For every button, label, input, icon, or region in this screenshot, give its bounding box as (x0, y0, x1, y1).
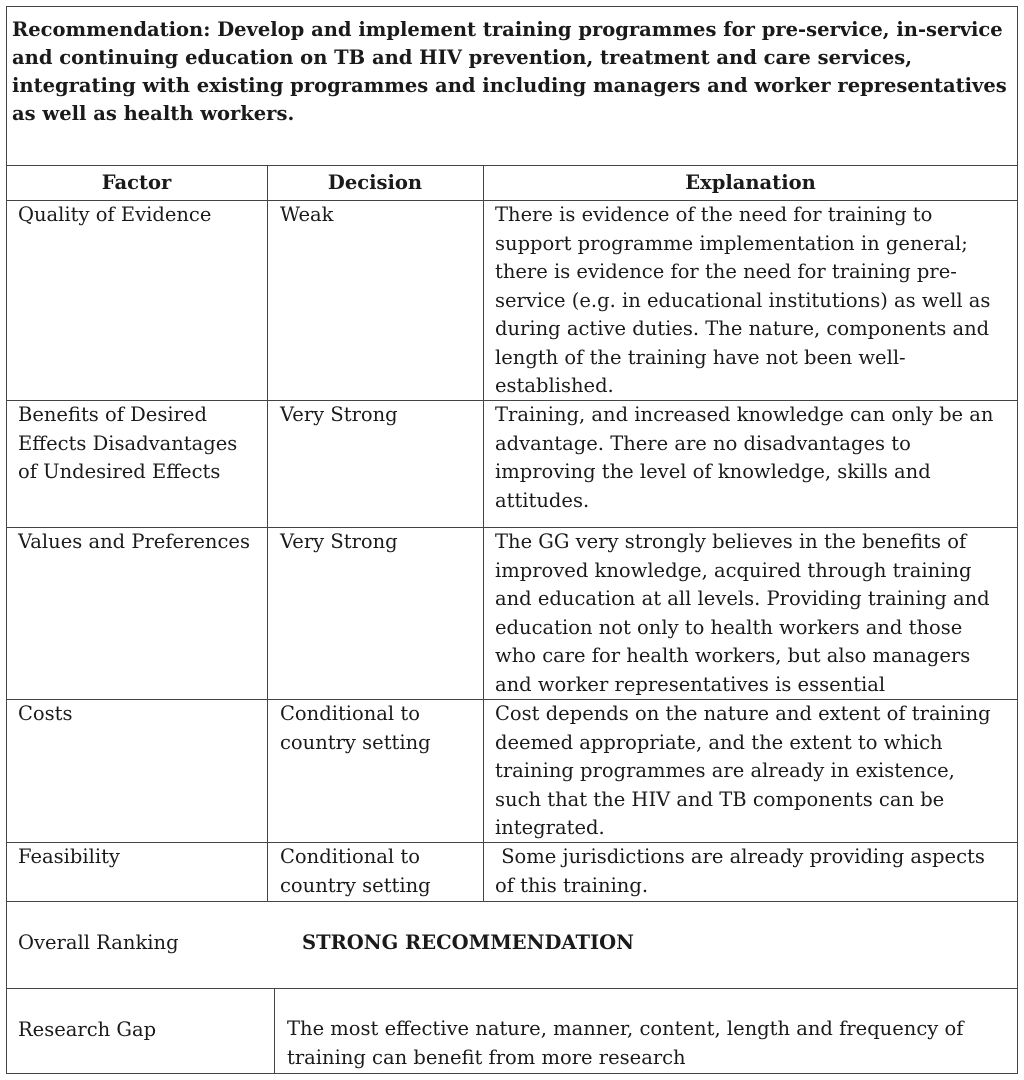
column-divider-2 (483, 165, 484, 901)
research-gap-text: The most effective nature, manner, content, length and frequency of training can benefit from more research (287, 1017, 964, 1069)
research-gap-label: Research Gap (18, 1018, 157, 1041)
header-factor: Factor (101, 171, 172, 194)
row-decision: Weak (280, 203, 334, 226)
row-factor: Values and Preferences (18, 530, 250, 553)
header-explanation: Explanation (685, 171, 816, 194)
divider-header-top (6, 165, 1018, 166)
row-explanation: There is evidence of the need for training to support programme implementation in general; there is evidence for the need for training pre-service (e.g. in educational institutions) as well as during active duties. The nature, components and length of the training have not been well-established. (495, 203, 991, 397)
divider-overall (6, 988, 1018, 989)
row-explanation: Some jurisdictions are already providing aspects of this training. (495, 845, 992, 897)
row-factor: Feasibility (18, 845, 120, 868)
row-decision: Very Strong (280, 403, 398, 426)
row-factor: Costs (18, 702, 73, 725)
row-decision: Very Strong (280, 530, 398, 553)
row-factor: Benefits of Desired Effects Disadvantages of Undesired Effects (18, 403, 238, 483)
research-gap-divider (274, 988, 275, 1074)
overall-ranking-value: STRONG RECOMMENDATION (302, 931, 634, 954)
header-decision: Decision (327, 171, 423, 194)
divider-row-5 (6, 901, 1018, 902)
overall-ranking-label: Overall Ranking (18, 931, 179, 954)
recommendation-text: Recommendation: Develop and implement training programmes for pre-service, in-service and continuing education on TB and HIV prevention, treatment and care services, integrating with existing programmes and including managers and worker representatives as well as health workers. (12, 18, 1007, 125)
row-decision: Conditional to country setting (280, 845, 431, 897)
row-explanation: Training, and increased knowledge can only be an advantage. There are no disadvantages to improving the level of knowledge, skills and attitudes. (495, 403, 994, 512)
row-explanation: The GG very strongly believes in the benefits of improved knowledge, acquired through training and education at all levels. Providing training and education not only to health workers and those who care for health workers, but also managers and worker representatives is essential (495, 530, 990, 696)
row-decision: Conditional to country setting (280, 702, 431, 754)
column-divider-1 (267, 165, 268, 901)
row-explanation: Cost depends on the nature and extent of training deemed appropriate, and the extent to which training programmes are already in existence, such that the HIV and TB components can be integrated. (495, 702, 991, 839)
row-factor: Quality of Evidence (18, 203, 212, 226)
